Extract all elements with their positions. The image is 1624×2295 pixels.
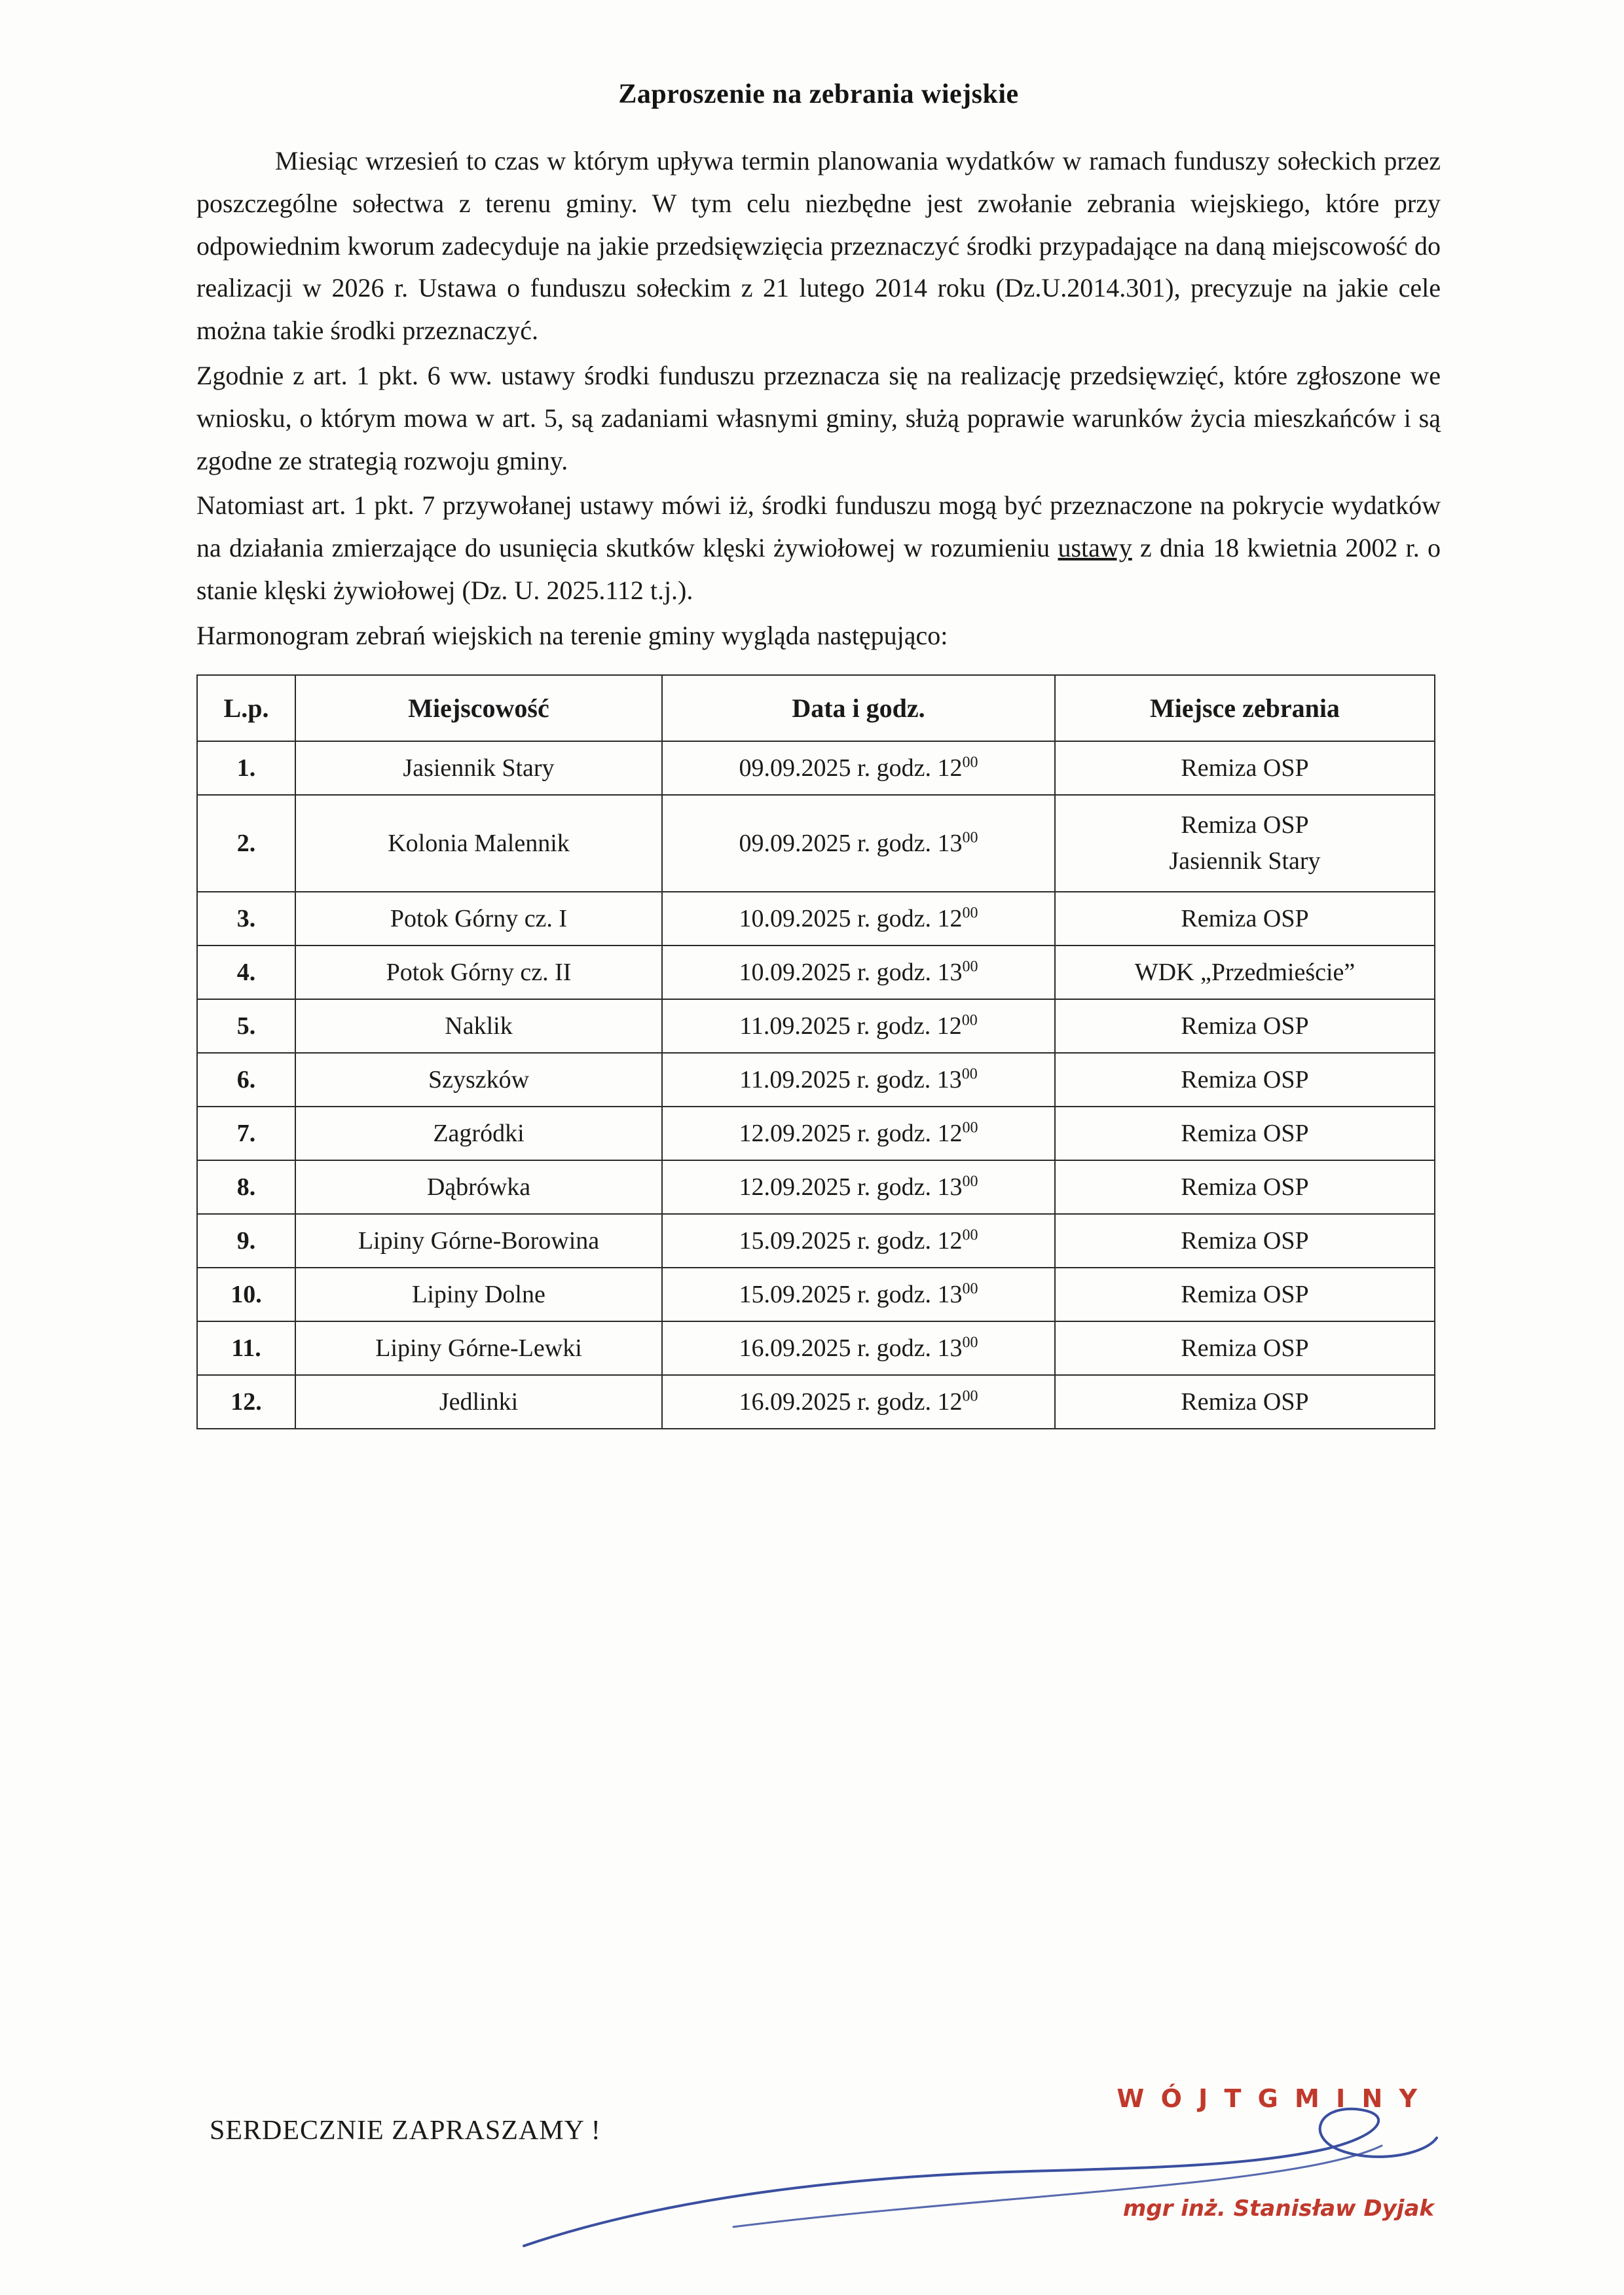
cell-venue: Remiza OSP bbox=[1055, 1160, 1435, 1214]
cell-date bbox=[662, 1107, 1055, 1160]
cell-venue bbox=[1055, 795, 1435, 892]
table-row bbox=[197, 946, 1435, 999]
signature-block bbox=[982, 2079, 1441, 2249]
cell-place: Potok Górny cz. II bbox=[295, 946, 662, 999]
cell-lp: 10. bbox=[197, 1268, 295, 1321]
cell-place: Jedlinki bbox=[295, 1375, 662, 1429]
cell-date bbox=[662, 741, 1055, 795]
schedule-intro: Harmonogram zebrań wiejskich na terenie gminy wygląda następująco: bbox=[196, 620, 948, 650]
cell-date bbox=[662, 1375, 1055, 1429]
table-row bbox=[197, 741, 1435, 795]
cell-date-minutes: 00 bbox=[962, 829, 978, 846]
cell-lp: 1. bbox=[197, 741, 295, 795]
cell-date bbox=[662, 1321, 1055, 1375]
cell-date-minutes: 00 bbox=[961, 1065, 978, 1083]
cell-lp: 4. bbox=[197, 946, 295, 999]
column-header-place: Miejscowość bbox=[295, 675, 662, 741]
cell-date-text: 12.09.2025 r. godz. 12 bbox=[739, 1119, 963, 1147]
cell-date-text: 10.09.2025 r. godz. 12 bbox=[739, 904, 963, 932]
table-row bbox=[197, 1160, 1435, 1214]
cell-lp: 12. bbox=[197, 1375, 295, 1429]
cell-lp: 6. bbox=[197, 1053, 295, 1107]
cell-venue-line2: Jasiennik Stary bbox=[1169, 847, 1321, 875]
closing-text: SERDECZNIE ZAPRASZAMY ! bbox=[210, 2116, 601, 2146]
cell-date-minutes: 00 bbox=[962, 1280, 978, 1298]
cell-place: Lipiny Górne-Borowina bbox=[295, 1214, 662, 1268]
cell-date-minutes: 00 bbox=[962, 904, 978, 922]
cell-place: Zagródki bbox=[295, 1107, 662, 1160]
cell-venue: Remiza OSP bbox=[1055, 999, 1435, 1053]
table-row bbox=[197, 1214, 1435, 1268]
cell-venue: Remiza OSP bbox=[1055, 1375, 1435, 1429]
table-body bbox=[197, 741, 1435, 1429]
paragraph-3 bbox=[196, 485, 1441, 612]
column-header-venue: Miejsce zebrania bbox=[1055, 675, 1435, 741]
cell-lp: 7. bbox=[197, 1107, 295, 1160]
cell-place: Lipiny Górne-Lewki bbox=[295, 1321, 662, 1375]
handwritten-signature-icon bbox=[511, 2099, 1441, 2249]
cell-date-minutes: 00 bbox=[962, 753, 978, 771]
cell-venue: Remiza OSP bbox=[1055, 1053, 1435, 1107]
cell-date bbox=[662, 795, 1055, 892]
document-footer bbox=[196, 2079, 1441, 2275]
paragraph-2: Zgodnie z art. 1 pkt. 6 ww. ustawy środki funduszu przeznacza się na realizację przedsięwzięć, które zgłoszone we wniosku, o którym mowa w art. 5, są zadaniami własnymi gminy, służą poprawie warunków życia mieszkańców i są zgodne ze strategią rozwoju gminy. bbox=[196, 360, 1441, 475]
cell-lp: 3. bbox=[197, 892, 295, 946]
cell-date bbox=[662, 999, 1055, 1053]
cell-date-text: 10.09.2025 r. godz. 13 bbox=[739, 958, 963, 986]
cell-venue: Remiza OSP bbox=[1055, 741, 1435, 795]
cell-lp: 9. bbox=[197, 1214, 295, 1268]
cell-date-text: 16.09.2025 r. godz. 13 bbox=[739, 1334, 963, 1362]
cell-date-text: 09.09.2025 r. godz. 13 bbox=[739, 829, 963, 857]
column-header-lp: L.p. bbox=[197, 675, 295, 741]
cell-date-text: 15.09.2025 r. godz. 13 bbox=[739, 1280, 963, 1308]
cell-date-minutes: 00 bbox=[962, 1119, 978, 1137]
cell-date-minutes: 00 bbox=[961, 1012, 978, 1029]
table-header-row bbox=[197, 675, 1435, 741]
cell-lp: 8. bbox=[197, 1160, 295, 1214]
cell-date-text: 09.09.2025 r. godz. 12 bbox=[739, 754, 963, 782]
column-header-date: Data i godz. bbox=[662, 675, 1055, 741]
signature-office: W Ó J T G M I N Y bbox=[1116, 2084, 1421, 2113]
schedule-table bbox=[196, 674, 1435, 1429]
paragraph-3-part2: z dnia 18 kwietnia 2002 r. o stanie klęski żywiołowej (Dz. U. 2025.112 t.j.). bbox=[196, 533, 1441, 605]
cell-venue: Remiza OSP bbox=[1055, 1321, 1435, 1375]
cell-place: Jasiennik Stary bbox=[295, 741, 662, 795]
cell-venue: WDK „Przedmieście” bbox=[1055, 946, 1435, 999]
cell-date-text: 11.09.2025 r. godz. 12 bbox=[739, 1012, 962, 1040]
cell-place: Kolonia Malennik bbox=[295, 795, 662, 892]
cell-date-text: 12.09.2025 r. godz. 13 bbox=[739, 1173, 963, 1201]
cell-date bbox=[662, 1053, 1055, 1107]
ustawy-link[interactable]: ustawy bbox=[1058, 533, 1132, 563]
cell-date-minutes: 00 bbox=[962, 1226, 978, 1244]
table-row bbox=[197, 1268, 1435, 1321]
page-title: Zaproszenie na zebrania wiejskie bbox=[618, 79, 1019, 109]
cell-lp: 11. bbox=[197, 1321, 295, 1375]
cell-date-minutes: 00 bbox=[962, 958, 978, 976]
cell-lp: 5. bbox=[197, 999, 295, 1053]
table-row bbox=[197, 1321, 1435, 1375]
cell-date bbox=[662, 892, 1055, 946]
cell-date-minutes: 00 bbox=[962, 1334, 978, 1351]
table-row bbox=[197, 1053, 1435, 1107]
cell-venue: Remiza OSP bbox=[1055, 1107, 1435, 1160]
table-row bbox=[197, 892, 1435, 946]
cell-venue: Remiza OSP bbox=[1055, 1214, 1435, 1268]
table-row bbox=[197, 1375, 1435, 1429]
paragraph-1: Miesiąc wrzesień to czas w którym upływa termin planowania wydatków w ramach funduszy sołeckich przez poszczególne sołectwa z terenu gminy. W tym celu niezbędne jest zwołanie zebrania wiejskiego, które przy odpowiednim kworum zadecyduje na jakie przedsięwzięcia przeznaczyć środki przypadające na daną miejscowość do realizacji w 2026 r. Ustawa o funduszu sołeckim z 21 lutego 2014 roku (Dz.U.2014.301), precyzuje na jakie cele można takie środki przeznaczyć. bbox=[196, 146, 1441, 346]
cell-venue: Remiza OSP bbox=[1055, 892, 1435, 946]
cell-place: Potok Górny cz. I bbox=[295, 892, 662, 946]
table-row bbox=[197, 999, 1435, 1053]
document-body bbox=[196, 79, 1441, 1429]
cell-lp: 2. bbox=[197, 795, 295, 892]
table-row bbox=[197, 1107, 1435, 1160]
cell-date-text: 11.09.2025 r. godz. 13 bbox=[739, 1065, 962, 1093]
cell-place: Naklik bbox=[295, 999, 662, 1053]
table-row bbox=[197, 795, 1435, 892]
cell-date-text: 16.09.2025 r. godz. 12 bbox=[739, 1387, 963, 1416]
cell-date bbox=[662, 946, 1055, 999]
cell-date-text: 15.09.2025 r. godz. 12 bbox=[739, 1226, 963, 1255]
cell-date bbox=[662, 1268, 1055, 1321]
cell-place: Dąbrówka bbox=[295, 1160, 662, 1214]
cell-venue: Remiza OSP bbox=[1055, 1268, 1435, 1321]
cell-venue-line1: Remiza OSP bbox=[1181, 811, 1309, 839]
cell-date-minutes: 00 bbox=[962, 1173, 978, 1190]
signature-name: mgr inż. Stanisław Dyjak bbox=[1122, 2195, 1434, 2222]
cell-date bbox=[662, 1160, 1055, 1214]
cell-place: Lipiny Dolne bbox=[295, 1268, 662, 1321]
cell-date-minutes: 00 bbox=[962, 1387, 978, 1405]
paragraph-3-part1: Natomiast art. 1 pkt. 7 przywołanej ustawy mówi iż, środki funduszu mogą być przeznaczone na pokrycie wydatków na działania zmierzające do usunięcia skutków klęski żywiołowej w rozumieniu bbox=[196, 490, 1441, 563]
cell-place: Szyszków bbox=[295, 1053, 662, 1107]
cell-date bbox=[662, 1214, 1055, 1268]
